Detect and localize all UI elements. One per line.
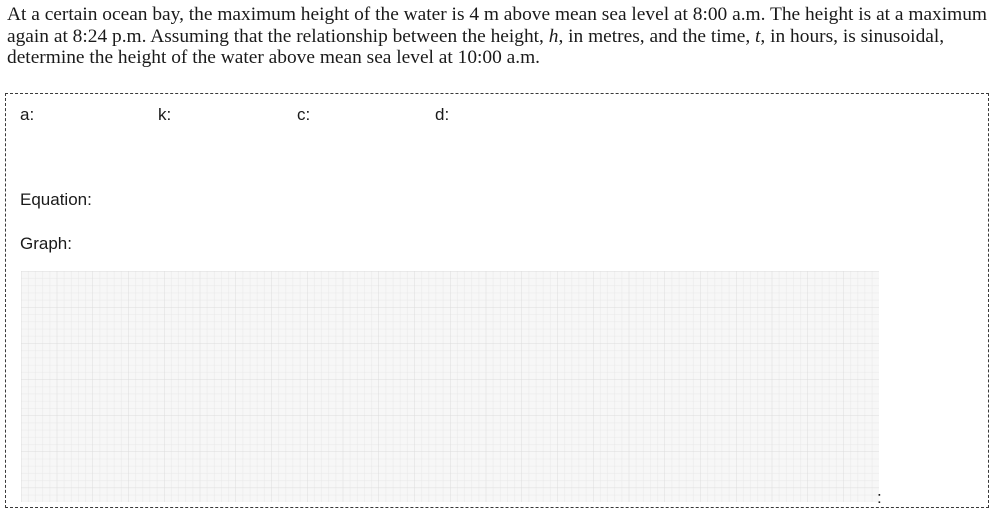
problem-text-part-3: , in hours, is sinusoidal, determine the height of the water above mean sea level at 10:00 a.m. — [7, 25, 945, 69]
problem-text-part-1: At a certain ocean bay, the maximum height of the water is 4 m above mean sea level at 8:00 a.m. The height is at a maximum again at 8:24 p.m. Assuming that the relationship between the height, — [7, 4, 987, 47]
label-graph: Graph: — [20, 234, 72, 253]
problem-text — [7, 4, 992, 69]
label-k: k: — [158, 105, 172, 124]
graph-paper-lines — [21, 271, 879, 502]
variable-h: h — [548, 25, 559, 47]
label-c: c: — [297, 105, 311, 124]
label-a: a: — [20, 105, 35, 124]
label-equation: Equation: — [20, 190, 92, 209]
label-d: d: — [435, 105, 450, 124]
variable-t: t — [755, 25, 761, 47]
problem-statement — [7, 4, 992, 69]
graph-paper — [21, 271, 879, 502]
problem-text-part-2: , in metres, and the time, — [558, 25, 756, 47]
stray-colon-mark: : — [877, 488, 882, 507]
